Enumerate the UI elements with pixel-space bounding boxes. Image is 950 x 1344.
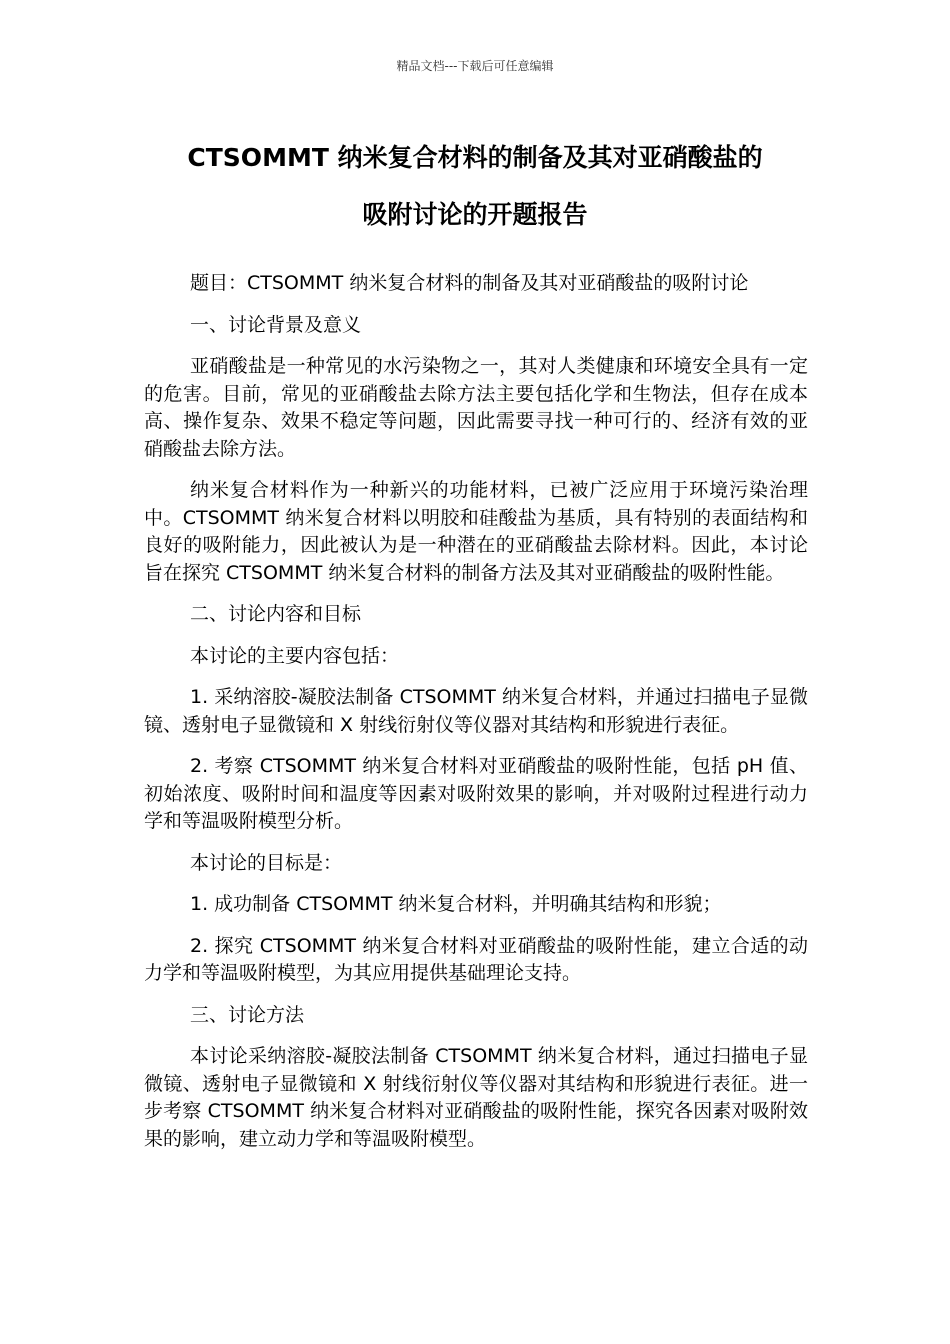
paragraph-background-2: 纳米复合材料作为一种新兴的功能材料，已被广泛应用于环境污染治理中。CTSOMMT 纳米复合材料以明胶和硅酸盐为基质，具有特别的表面结构和良好的吸附能力，因此被认为是一种潜在的亚硝酸盐去除材料。因此，本讨论旨在探究 CTSOMMT 纳米复合材料的制备方法及其对亚硝酸盐的吸附性能。 xyxy=(144,479,808,584)
document-body xyxy=(144,270,808,1167)
page-header: 精品文档---下载后可任意编辑 xyxy=(396,59,554,73)
paragraph-background-1: 亚硝酸盐是一种常见的水污染物之一，其对人类健康和环境安全具有一定的危害。目前，常见的亚硝酸盐去除方法主要包括化学和生物法，但存在成本高、操作复杂、效果不稳定等问题，因此需要寻找一种可行的、经济有效的亚硝酸盐去除方法。 xyxy=(144,355,808,460)
section-heading-content: 二、讨论内容和目标 xyxy=(190,603,362,625)
goal-item-2: 2. 探究 CTSOMMT 纳米复合材料对亚硝酸盐的吸附性能，建立合适的动力学和等温吸附模型，为其应用提供基础理论支持。 xyxy=(144,934,808,984)
content-item-2: 2. 考察 CTSOMMT 纳米复合材料对亚硝酸盐的吸附性能，包括 pH 值、初始浓度、吸附时间和温度等因素对吸附效果的影响，并对吸附过程进行动力学和等温吸附模型分析。 xyxy=(144,755,808,832)
content-intro: 本讨论的主要内容包括： xyxy=(190,644,400,667)
goal-item-1: 1. 成功制备 CTSOMMT 纳米复合材料，并明确其结构和形貌； xyxy=(190,893,722,915)
document-title-line-2: 吸附讨论的开题报告 xyxy=(362,200,588,229)
section-heading-method: 三、讨论方法 xyxy=(190,1003,305,1026)
section-heading-background: 一、讨论背景及意义 xyxy=(190,313,362,336)
paragraph-method: 本讨论采纳溶胶-凝胶法制备 CTSOMMT 纳米复合材料，通过扫描电子显微镜、透射电子显微镜和 X 射线衍射仪等仪器对其结构和形貌进行表征。进一步考察 CTSOMMT 纳米复合材料对亚硝酸盐的吸附性能，探究各因素对吸附效果的影响，建立动力学和等温吸附模型。 xyxy=(144,1045,808,1150)
topic-line: 题目：CTSOMMT 纳米复合材料的制备及其对亚硝酸盐的吸附讨论 xyxy=(190,272,749,294)
document-title-line-1: CTSOMMT 纳米复合材料的制备及其对亚硝酸盐的 xyxy=(187,143,763,172)
goals-intro: 本讨论的目标是： xyxy=(190,851,343,874)
content-item-1: 1. 采纳溶胶-凝胶法制备 CTSOMMT 纳米复合材料，并通过扫描电子显微镜、透射电子显微镜和 X 射线衍射仪等仪器对其结构和形貌进行表征。 xyxy=(144,686,808,736)
